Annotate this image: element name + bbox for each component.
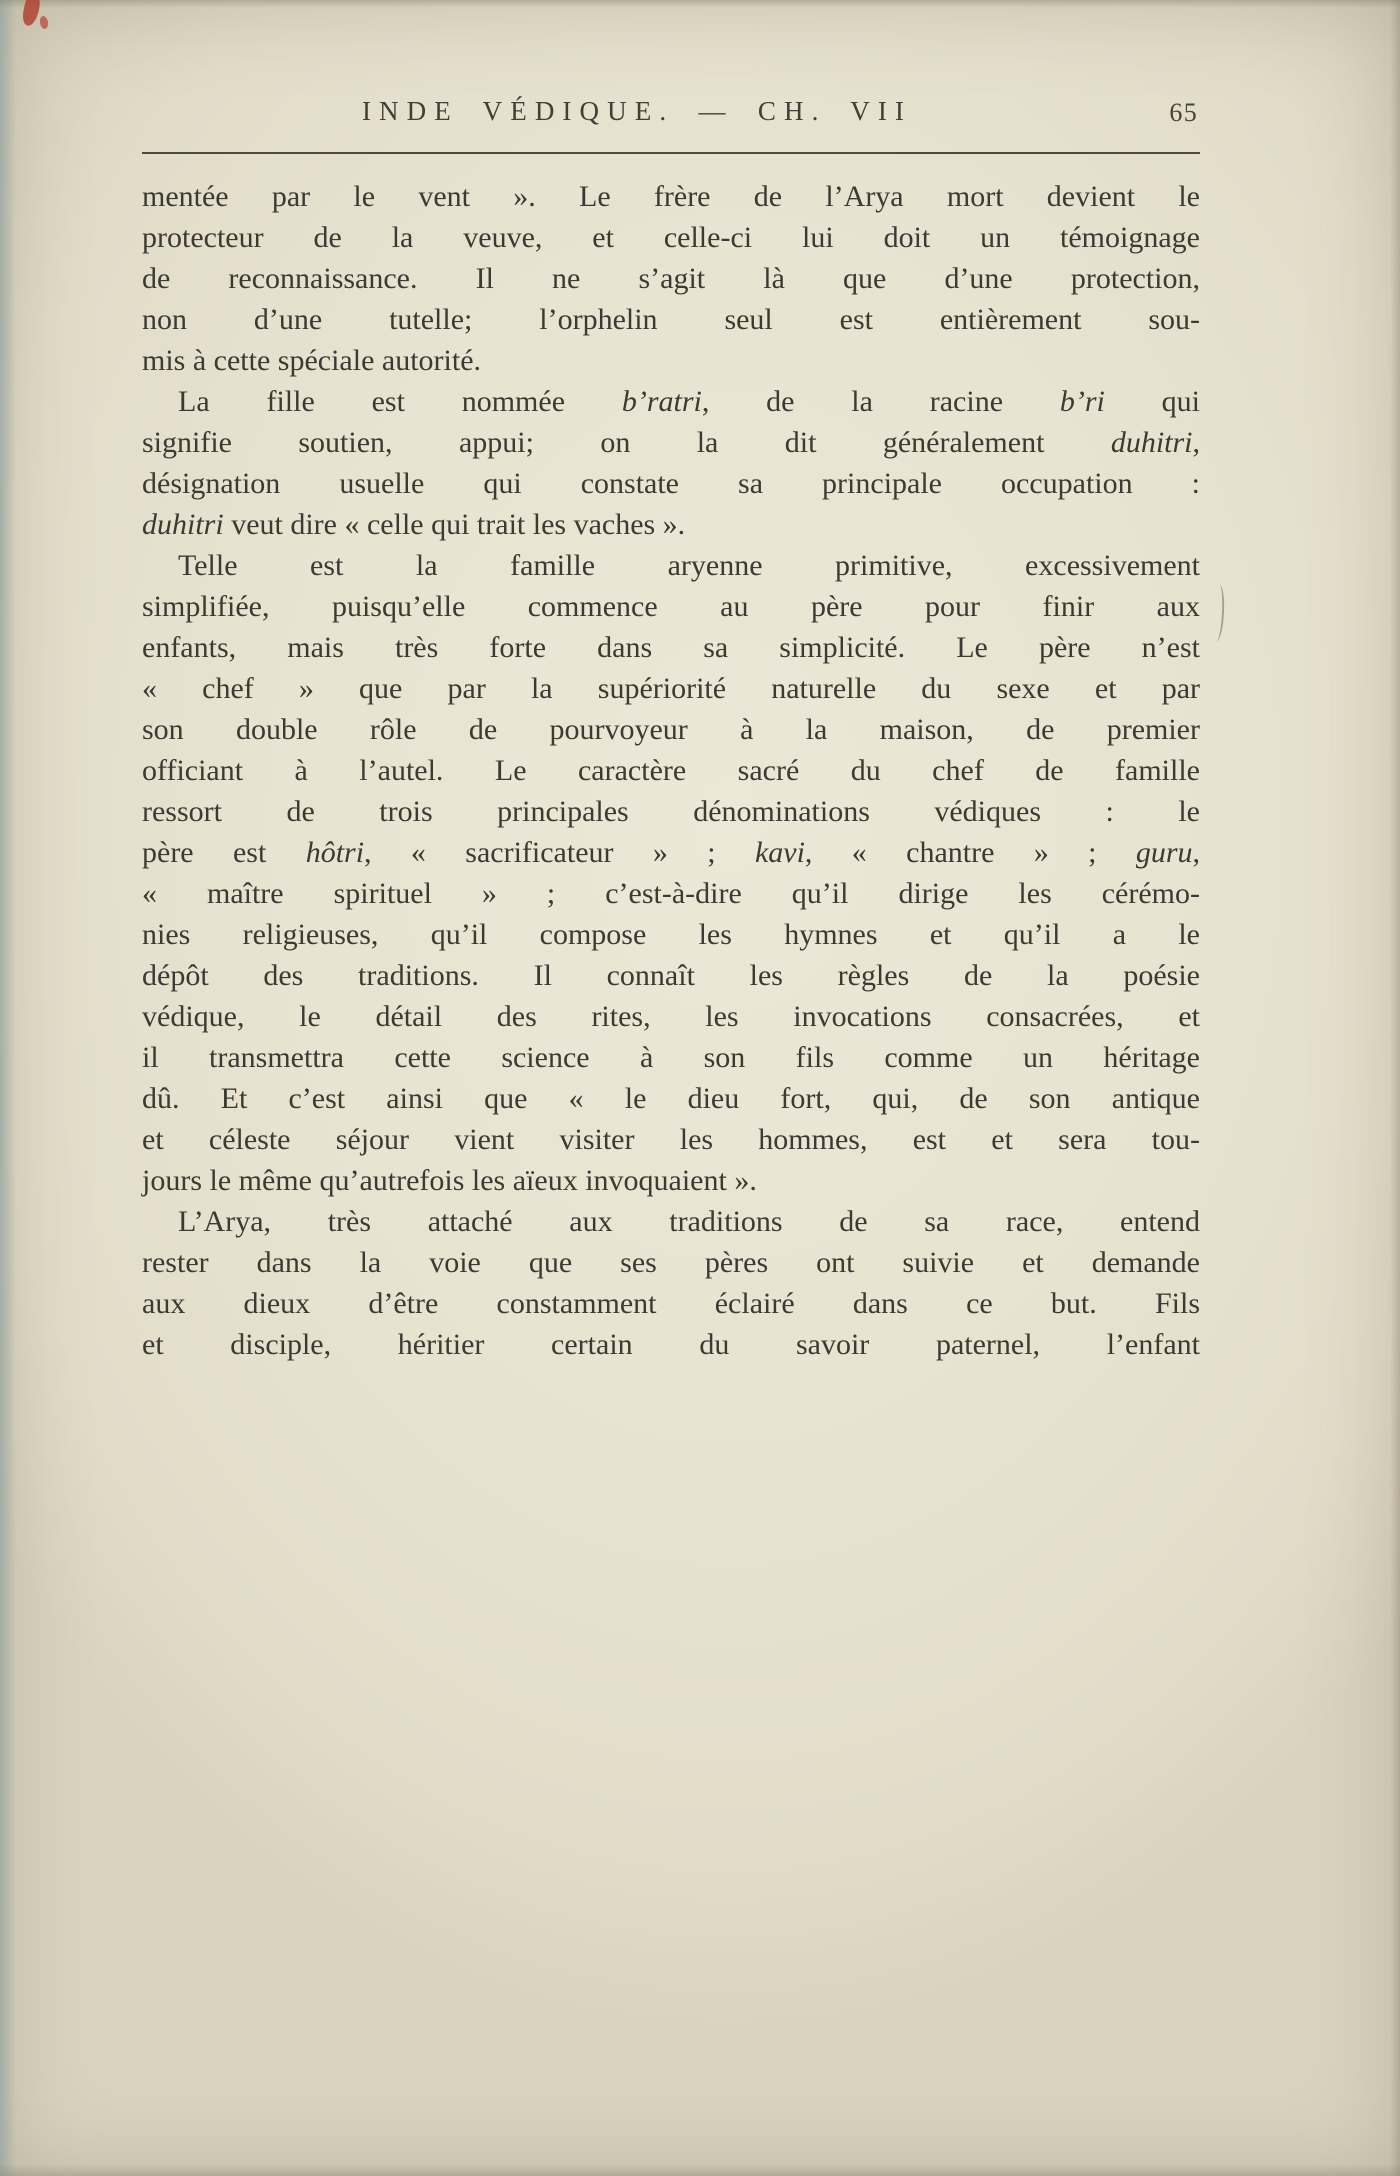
text-line: védique, le détail des rites, les invocations consacrées, et [142,1000,1200,1033]
text-line: il transmettra cette science à son fils comme un héritage [142,1041,1200,1074]
text-line: signifie soutien, appui; on la dit généralement duhitri, [142,426,1200,459]
paragraph [142,545,1200,1201]
scan-edge-top [0,0,1400,8]
text-line: mentée par le vent ». Le frère de l’Arya mort devient le [142,180,1200,213]
text-line: jours le même qu’autrefois les aïeux invoquaient ». [142,1164,757,1197]
page-header [142,96,1200,136]
text-line: « chef » que par la supériorité naturelle du sexe et par [142,672,1200,705]
text-line: officiant à l’autel. Le caractère sacré du chef de famille [142,754,1200,787]
paragraph [142,381,1200,545]
text-line: et céleste séjour vient visiter les hommes, est et sera tou- [142,1123,1200,1156]
text-line: nies religieuses, qu’il compose les hymnes et qu’il a le [142,918,1200,951]
text-line: non d’une tutelle; l’orphelin seul est entièrement sou- [142,303,1200,336]
text-line: de reconnaissance. Il ne s’agit là que d’une protection, [142,262,1200,295]
text-line: père est hôtri, « sacrificateur » ; kavi, « chantre » ; guru, [142,836,1201,869]
text-line: L’Arya, très attaché aux traditions de sa race, entend [178,1205,1200,1238]
text-line: rester dans la voie que ses pères ont suivie et demande [142,1246,1200,1279]
scan-artifact [1211,585,1226,642]
scan-edge-left [0,0,16,2176]
text-line: dépôt des traditions. Il connaît les règles de la poésie [142,959,1200,992]
text-line: La fille est nommée b’ratri, de la racine b’ri qui [178,385,1200,418]
text-line: dû. Et c’est ainsi que « le dieu fort, qui, de son antique [142,1082,1200,1115]
text-line: duhitri veut dire « celle qui trait les vaches ». [142,508,686,541]
text-line: désignation usuelle qui constate sa principale occupation : [142,467,1200,500]
page-body [142,176,1200,1365]
text-line: « maître spirituel » ; c’est-à-dire qu’il dirige les cérémo- [142,877,1200,910]
scan-edge-bottom [0,2164,1400,2176]
scan-edge-right [1390,0,1400,2176]
text-line: aux dieux d’être constamment éclairé dans ce but. Fils [142,1287,1200,1320]
page-number: 65 [1169,98,1198,127]
paragraph [142,176,1200,381]
paragraph [142,1201,1200,1365]
text-line: simplifiée, puisqu’elle commence au père pour finir aux [142,590,1200,623]
text-line: enfants, mais très forte dans sa simplicité. Le père n’est [142,631,1200,664]
text-line: protecteur de la veuve, et celle-ci lui doit un témoignage [142,221,1200,254]
text-line: ressort de trois principales dénominations védiques : le [142,795,1200,828]
running-title: INDE VÉDIQUE. — CH. VII [361,96,913,126]
page-content [142,96,1200,1365]
text-line: et disciple, héritier certain du savoir paternel, l’enfant [142,1328,1200,1361]
text-line: Telle est la famille aryenne primitive, excessivement [178,549,1200,582]
text-line: mis à cette spéciale autorité. [142,344,482,377]
text-line: son double rôle de pourvoyeur à la maison, de premier [142,713,1200,746]
red-pen-mark [39,15,49,29]
header-rule [142,152,1200,154]
